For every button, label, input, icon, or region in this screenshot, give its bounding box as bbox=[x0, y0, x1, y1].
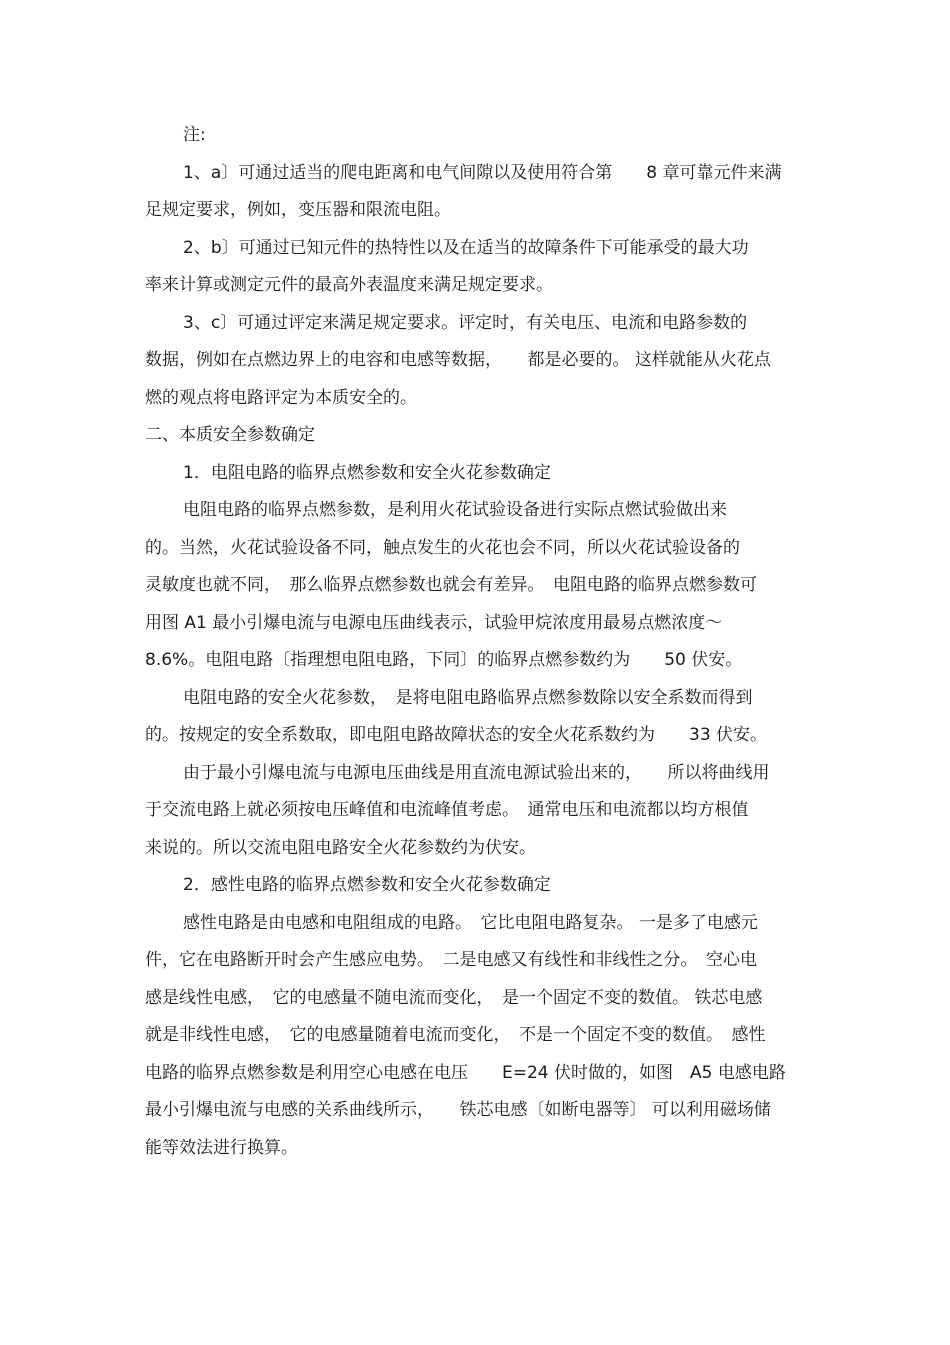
text-line: 于交流电路上就必须按电压峰值和电流峰值考虑。 通常电压和电流都以均方根值 bbox=[145, 800, 749, 820]
text-line: 能等效法进行换算。 bbox=[145, 1138, 298, 1158]
text-line: 感是线性电感， 它的电感量不随电流而变化， 是一个固定不变的数值。 铁芯电感 bbox=[145, 988, 763, 1008]
text-line: 电阻电路的安全火花参数， 是将电阻电路临界点燃参数除以安全系数而得到 bbox=[183, 688, 753, 708]
text-line: 2、b〕可通过已知元件的热特性以及在适当的故障条件下可能承受的最大功 bbox=[183, 238, 749, 258]
text-line: 电路的临界点燃参数是利用空心电感在电压 E=24 伏时做的，如图 A5 电感电路 bbox=[145, 1063, 786, 1083]
text-line: 数据，例如在点燃边界上的电容和电感等数据， 都是必要的。 这样就能从火花点 bbox=[145, 350, 771, 370]
section-heading: 二、本质安全参数确定 bbox=[145, 425, 315, 445]
text-line: 来说的。所以交流电阻电路安全火花参数约为伏安。 bbox=[145, 838, 536, 858]
text-line: 8.6%。电阻电路〔指理想电阻电路，下同〕的临界点燃参数约为 50 伏安。 bbox=[145, 650, 743, 670]
subsection-heading: 1．电阻电路的临界点燃参数和安全火花参数确定 bbox=[183, 463, 551, 483]
text-line: 件，它在电路断开时会产生感应电势。 二是电感又有线性和非线性之分。 空心电 bbox=[145, 950, 757, 970]
text-line: 就是非线性电感， 它的电感量随着电流而变化， 不是一个固定不变的数值。 感性 bbox=[145, 1025, 766, 1045]
text-line: 由于最小引爆电流与电源电压曲线是用直流电源试验出来的， 所以将曲线用 bbox=[183, 763, 770, 783]
text-line: 的。当然，火花试验设备不同，触点发生的火花也会不同，所以火花试验设备的 bbox=[145, 538, 740, 558]
text-line: 感性电路是由电感和电阻组成的电路。 它比电阻电路复杂。 一是多了电感元 bbox=[183, 913, 758, 933]
note-heading: 注: bbox=[183, 125, 206, 145]
text-line: 率来计算或测定元件的最高外表温度来满足规定要求。 bbox=[145, 275, 553, 295]
text-line: 足规定要求，例如，变压器和限流电阻。 bbox=[145, 200, 451, 220]
text-line: 1、a〕可通过适当的爬电距离和电气间隙以及使用符合第 8 章可靠元件来满 bbox=[183, 163, 782, 183]
text-line: 的。按规定的安全系数取，即电阻电路故障状态的安全火花系数约为 33 伏安。 bbox=[145, 725, 768, 745]
text-line: 灵敏度也就不同， 那么临界点燃参数也就会有差异。 电阻电路的临界点燃参数可 bbox=[145, 575, 757, 595]
subsection-heading: 2．感性电路的临界点燃参数和安全火花参数确定 bbox=[183, 875, 551, 895]
text-line: 燃的观点将电路评定为本质安全的。 bbox=[145, 388, 417, 408]
text-line: 最小引爆电流与电感的关系曲线所示， 铁芯电感〔如断电器等〕 可以利用磁场储 bbox=[145, 1100, 771, 1120]
text-line: 用图 A1 最小引爆电流与电源电压曲线表示，试验甲烷浓度用最易点燃浓度～ bbox=[145, 613, 723, 633]
text-line: 电阻电路的临界点燃参数，是利用火花试验设备进行实际点燃试验做出来 bbox=[183, 500, 727, 520]
text-line: 3、c〕可通过评定来满足规定要求。评定时，有关电压、电流和电路参数的 bbox=[183, 313, 748, 333]
